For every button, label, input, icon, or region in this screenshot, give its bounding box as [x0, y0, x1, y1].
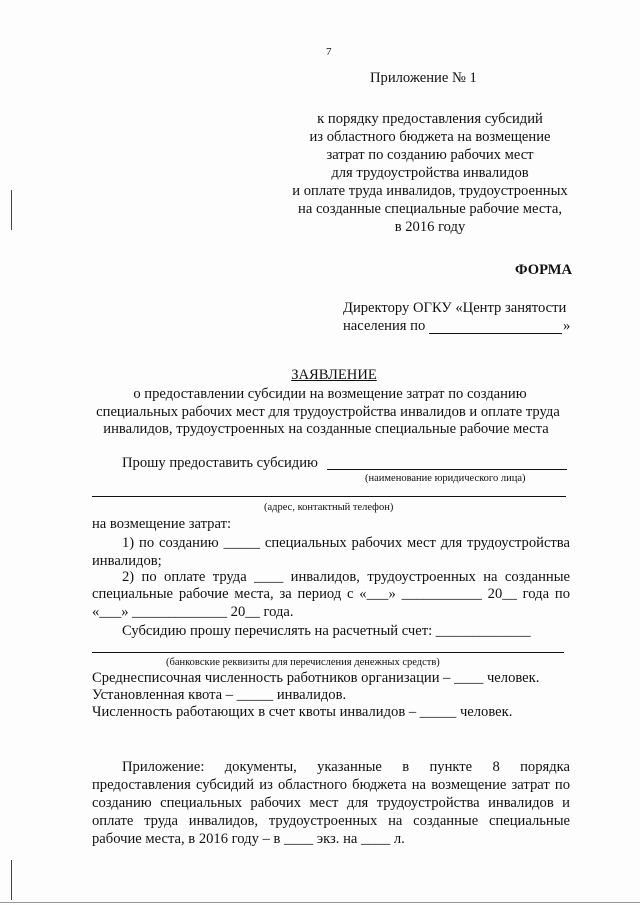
- headcount-text: Среднесписочная численность работников организации – ____ человек.: [92, 670, 540, 686]
- item2-line-b: специальные рабочие места, за период с «___» ___________ 20__ года по: [92, 586, 570, 602]
- hint-bank: (банковские реквизиты для перечисления денежных средств): [166, 657, 440, 668]
- hint-address: (адрес, контактный телефон): [264, 502, 394, 513]
- attachment-line2: предоставления субсидий из областного бюджета на возмещение затрат по: [92, 777, 570, 793]
- statement-line: о предоставлении субсидии на возмещение затрат по созданию: [133, 386, 527, 402]
- appendix-line: затрат по созданию рабочих мест: [326, 147, 534, 163]
- appendix-line: из областного бюджета на возмещение: [309, 129, 551, 145]
- appendix-line: и оплате труда инвалидов, трудоустроенных: [292, 183, 568, 199]
- item1-line-a: 1) по созданию _____ специальных рабочих мест для трудоустройства: [122, 535, 570, 551]
- compensation-label: на возмещение затрат:: [92, 516, 232, 532]
- statement-line: специальных рабочих мест для трудоустройства инвалидов и оплате труда: [96, 404, 560, 420]
- appendix-line: к порядку предоставления субсидий: [317, 111, 543, 127]
- attachment-line3: созданию специальных рабочих мест для трудоустройства инвалидов и: [92, 795, 570, 811]
- account-text: Субсидию прошу перечислять на расчетный счет: _____________: [122, 623, 531, 639]
- scan-edge-left-bottom: [11, 860, 12, 900]
- appendix-line: на созданные специальные рабочие места,: [298, 201, 562, 217]
- addressee-line1: Директору ОГКУ «Центр занятости: [343, 300, 567, 316]
- statement-title: ЗАЯВЛЕНИЕ: [291, 367, 377, 383]
- address-phone-field[interactable]: [92, 496, 566, 497]
- hint-legal-entity: (наименование юридического лица): [365, 473, 526, 484]
- form-label: ФОРМА: [515, 262, 573, 278]
- attachment-line1: Приложение: документы, указанные в пункте 8 порядка: [122, 759, 570, 775]
- request-text: Прошу предоставить субсидию: [122, 455, 318, 471]
- quota-text: Установленная квота – _____ инвалидов.: [92, 687, 347, 703]
- addressee-line2-suffix: »: [563, 318, 571, 334]
- attachment-line4: оплате труда инвалидов, трудоустроенных на созданные специальные: [92, 813, 570, 829]
- appendix-line: в 2016 году: [394, 219, 466, 235]
- item1-line-b: инвалидов;: [92, 553, 162, 569]
- scan-edge-left: [11, 190, 12, 230]
- addressee-employment-center-field[interactable]: [429, 333, 562, 334]
- item2-line-c: «___» _____________ 20__ года.: [92, 604, 294, 620]
- scan-edge-bottom: [0, 902, 640, 903]
- quota-workers-text: Численность работающих в счет квоты инвалидов – _____ человек.: [92, 704, 513, 720]
- page-number: 7: [326, 46, 332, 58]
- appendix-line: для трудоустройства инвалидов: [331, 165, 529, 181]
- statement-line: инвалидов, трудоустроенных на созданные специальные рабочие места: [103, 421, 549, 437]
- attachment-line5: рабочие места, в 2016 году – в ____ экз. на ____ л.: [92, 831, 405, 847]
- legal-entity-name-field[interactable]: [327, 469, 567, 470]
- item2-line-a: 2) по оплате труда ____ инвалидов, трудоустроенных на созданные: [122, 569, 570, 585]
- addressee-line2-prefix: населения по: [343, 318, 426, 334]
- bank-details-field[interactable]: [92, 652, 564, 653]
- appendix-title: Приложение № 1: [370, 70, 477, 86]
